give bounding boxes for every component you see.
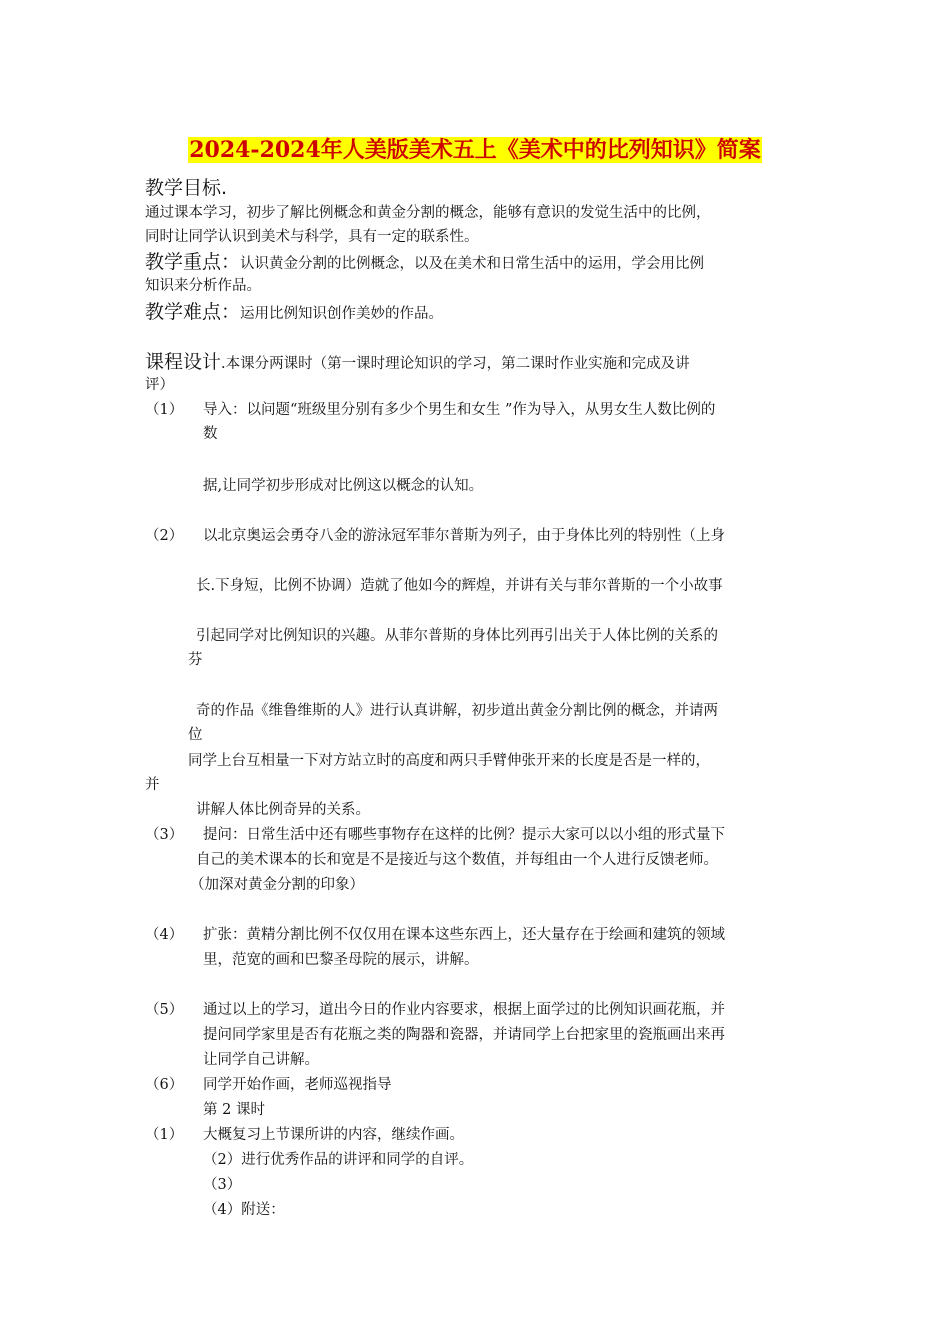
design-block (145, 350, 690, 376)
item-3-number: （3） (145, 827, 184, 843)
lesson-2-item-1-number: （1） (145, 1127, 184, 1143)
key-points-heading: 教学重点： (145, 251, 241, 273)
item-2-line-8: 并 (145, 777, 160, 793)
item-4-line-1: 扩张：黄精分割比例不仅仅用在课本这些东西上，还大量存在于绘画和建筑的领域 (203, 927, 725, 943)
item-1-line-3: 据,让同学初步形成对比例这以概念的认知。 (203, 478, 484, 494)
item-3-line-3: （加深对黄金分割的印象） (190, 877, 364, 893)
title-text: 2024-2024年人美版美术五上《美术中的比列知识》简案 (189, 137, 761, 163)
item-4-number: （4） (145, 927, 184, 943)
lesson-2-item-3: （3） (203, 1177, 242, 1193)
design-line-1: .本课分两课时（第一课时理论知识的学习，第二课时作业实施和完成及讲 (221, 356, 690, 372)
item-1-number: （1） (145, 402, 184, 418)
lesson-2-heading: 第 2 课时 (203, 1102, 265, 1118)
item-5-line-2: 提问同学家里是否有花瓶之类的陶器和瓷器，并请同学上台把家里的瓷瓶画出来再 (203, 1027, 725, 1043)
objectives-line-2: 同时让同学认识到美术与科学，具有一定的联系性。 (145, 229, 479, 245)
item-5-line-3: 让同学自己讲解。 (203, 1052, 319, 1068)
item-2-line-6: 位 (188, 727, 203, 743)
item-2-number: （2） (145, 528, 184, 544)
item-2-line-4: 芬 (188, 652, 203, 668)
item-2-line-9: 讲解人体比例奇异的关系。 (196, 802, 370, 818)
item-1-line-1: 导入：以问题“班级里分别有多少个男生和女生 ”作为导入，从男女生人数比例的 (203, 402, 716, 418)
item-2-line-7: 同学上台互相量一下对方站立时的高度和两只手臂伸张开来的长度是否是一样的， (188, 753, 710, 769)
item-2-line-1: 以北京奥运会勇夺八金的游泳冠军菲尔普斯为列子，由于身体比列的特别性（上身 (203, 528, 725, 544)
item-2-line-3: 引起同学对比例知识的兴趣。从菲尔普斯的身体比列再引出关于人体比例的关系的 (196, 628, 718, 644)
item-5-number: （5） (145, 1002, 184, 1018)
item-1-line-2: 数 (203, 426, 218, 442)
document-title (0, 136, 950, 164)
item-3-line-2: 自己的美术课本的长和宽是不是接近与这个数值，并每组由一个人进行反馈老师。 (196, 852, 718, 868)
item-4-line-2: 里，范宽的画和巴黎圣母院的展示，讲解。 (203, 952, 479, 968)
difficulty-block (145, 300, 443, 326)
item-2-line-2: 长.下身短，比例不协调）造就了他如今的辉煌，并讲有关与菲尔普斯的一个小故事 (196, 578, 723, 594)
lesson-2-item-1: 大概复习上节课所讲的内容，继续作画。 (203, 1127, 464, 1143)
item-3-line-1: 提问：日常生活中还有哪些事物存在这样的比例？提示大家可以以小组的形式量下 (203, 827, 725, 843)
key-points-block (145, 250, 704, 276)
item-6-line-1: 同学开始作画，老师巡视指导 (203, 1077, 392, 1093)
key-points-line-2: 知识来分析作品。 (145, 278, 261, 294)
lesson-2-item-2: （2）进行优秀作品的讲评和同学的自评。 (203, 1152, 474, 1168)
key-points-line-1: 认识黄金分割的比例概念，以及在美术和日常生活中的运用，学会用比例 (240, 256, 705, 272)
difficulty-text: 运用比例知识创作美妙的作品。 (240, 306, 444, 322)
objectives-heading: 教学目标. (145, 177, 228, 199)
lesson-2-item-4: （4）附送： (203, 1202, 285, 1218)
item-2-line-5: 奇的作品《维鲁维斯的人》进行认真讲解，初步道出黄金分割比例的概念，并请两 (196, 703, 718, 719)
objectives-line-1: 通过课本学习，初步了解比例概念和黄金分割的概念，能够有意识的发觉生活中的比例， (145, 205, 711, 221)
design-heading: 课程设计 (145, 351, 222, 373)
item-5-line-1: 通过以上的学习，道出今日的作业内容要求，根据上面学过的比例知识画花瓶，并 (203, 1002, 725, 1018)
difficulty-heading: 教学难点： (145, 301, 241, 323)
design-line-2: 评） (145, 377, 174, 393)
item-6-number: （6） (145, 1077, 184, 1093)
